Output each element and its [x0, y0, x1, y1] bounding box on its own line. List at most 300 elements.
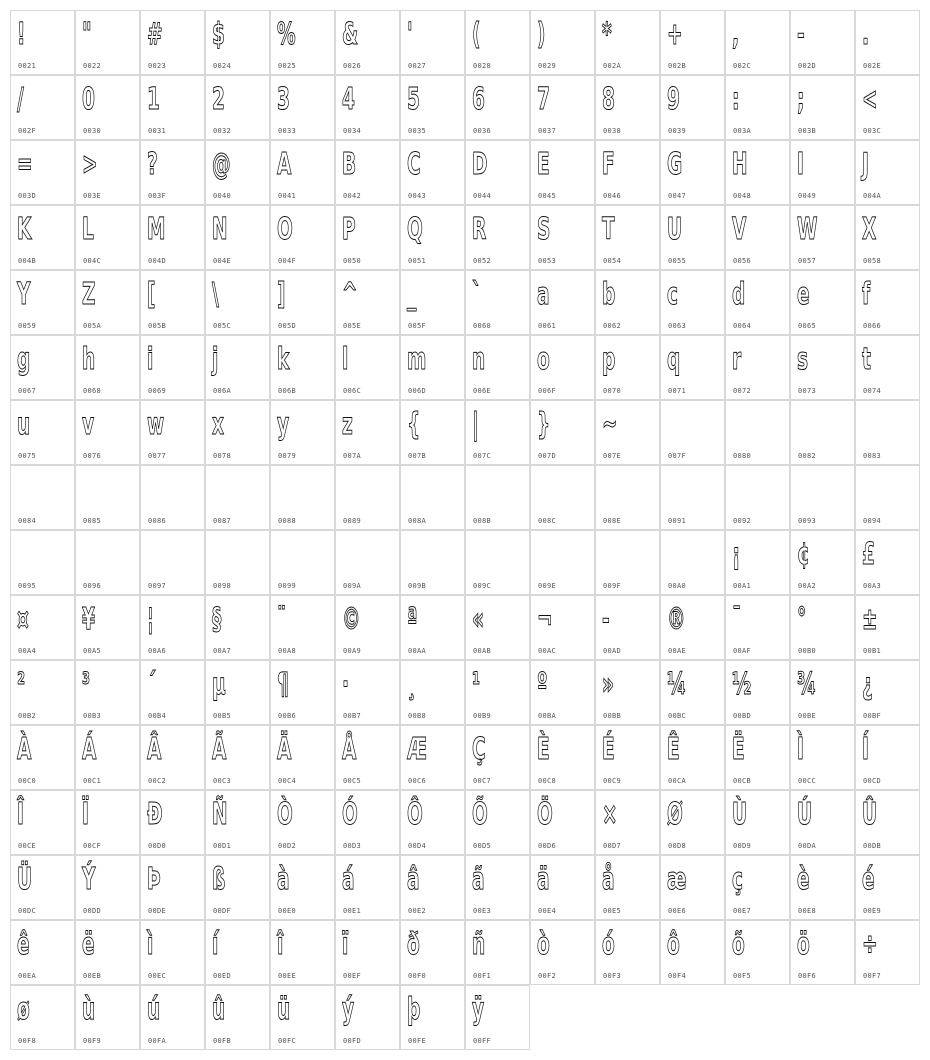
glyph-cell — [335, 660, 400, 725]
glyph-char: Ò — [277, 797, 293, 832]
glyph-codepoint: 00BB — [603, 712, 622, 720]
glyph-codepoint: 0063 — [668, 322, 687, 330]
glyph-char: ï — [342, 927, 349, 962]
glyph-char: § — [212, 602, 222, 637]
glyph-char: S — [537, 212, 551, 247]
glyph-char: M — [147, 212, 166, 247]
glyph-cell — [140, 855, 205, 920]
glyph-char: ó — [602, 927, 615, 962]
glyph-codepoint: 0092 — [733, 517, 752, 525]
glyph-char: n — [472, 342, 486, 377]
glyph-cell — [530, 855, 595, 920]
glyph-char: ¤ — [17, 602, 29, 637]
glyph-codepoint: 004F — [278, 257, 297, 265]
glyph-codepoint: 009F — [603, 582, 622, 590]
glyph-codepoint: 0078 — [213, 452, 232, 460]
glyph-cell — [10, 660, 75, 725]
glyph-cell — [530, 530, 595, 595]
glyph-cell — [725, 465, 790, 530]
glyph-cell — [75, 400, 140, 465]
glyph-cell — [205, 335, 270, 400]
glyph-char: 3 — [277, 82, 290, 117]
glyph-codepoint: 007E — [603, 452, 622, 460]
glyph-cell — [140, 595, 205, 660]
glyph-codepoint: 0077 — [148, 452, 167, 460]
glyph-codepoint: 0021 — [18, 62, 37, 70]
glyph-codepoint: 0057 — [798, 257, 817, 265]
glyph-char: G — [667, 147, 683, 182]
glyph-char: º — [537, 667, 548, 702]
glyph-codepoint: 0098 — [213, 582, 232, 590]
glyph-cell — [75, 465, 140, 530]
glyph-codepoint: 004A — [863, 192, 882, 200]
glyph-codepoint: 0086 — [148, 517, 167, 525]
glyph-cell — [855, 400, 920, 465]
glyph-cell — [140, 790, 205, 855]
glyph-cell — [270, 920, 335, 985]
glyph-cell — [725, 270, 790, 335]
glyph-codepoint: 00A9 — [343, 647, 362, 655]
glyph-char: 1 — [147, 82, 160, 117]
glyph-char: = — [17, 147, 33, 182]
glyph-codepoint: 003D — [18, 192, 37, 200]
glyph-codepoint: 00FC — [278, 1037, 297, 1045]
glyph-char: h — [82, 342, 96, 377]
glyph-codepoint: 0035 — [408, 127, 427, 135]
glyph-codepoint: 00E2 — [408, 907, 427, 915]
glyph-cell — [790, 140, 855, 205]
glyph-cell — [790, 595, 855, 660]
glyph-cell — [530, 660, 595, 725]
glyph-char: F — [602, 147, 615, 182]
glyph-char: ã — [472, 862, 485, 897]
glyph-char: ' — [407, 17, 413, 52]
glyph-cell — [10, 920, 75, 985]
glyph-cell — [75, 725, 140, 790]
glyph-codepoint: 005E — [343, 322, 362, 330]
glyph-char: a — [537, 277, 550, 312]
glyph-codepoint: 0050 — [343, 257, 362, 265]
glyph-char: ÷ — [862, 927, 878, 962]
glyph-codepoint: 00D8 — [668, 842, 687, 850]
glyph-cell — [10, 140, 75, 205]
glyph-codepoint: 00C4 — [278, 777, 297, 785]
glyph-cell — [660, 725, 725, 790]
glyph-codepoint: 00D7 — [603, 842, 622, 850]
glyph-char: _ — [407, 277, 417, 312]
glyph-cell — [595, 465, 660, 530]
glyph-cell — [855, 660, 920, 725]
glyph-char: ß — [212, 862, 226, 897]
glyph-cell — [855, 595, 920, 660]
glyph-char: Ç — [472, 732, 486, 767]
glyph-codepoint: 0029 — [538, 62, 557, 70]
glyph-char: î — [277, 927, 284, 962]
glyph-codepoint: 0074 — [863, 387, 882, 395]
glyph-codepoint: 0087 — [213, 517, 232, 525]
glyph-cell — [270, 595, 335, 660]
glyph-codepoint: 00F3 — [603, 972, 622, 980]
glyph-cell — [335, 10, 400, 75]
glyph-char: } — [537, 407, 551, 442]
glyph-codepoint: 0082 — [798, 452, 817, 460]
glyph-char: < — [862, 82, 878, 117]
glyph-codepoint: 0099 — [278, 582, 297, 590]
glyph-cell — [205, 530, 270, 595]
glyph-char: H — [732, 147, 748, 182]
glyph-cell — [790, 660, 855, 725]
glyph-codepoint: 0089 — [343, 517, 362, 525]
glyph-cell — [10, 725, 75, 790]
glyph-codepoint: 0091 — [668, 517, 687, 525]
glyph-codepoint: 00C6 — [408, 777, 427, 785]
glyph-cell — [725, 140, 790, 205]
glyph-codepoint: 00BA — [538, 712, 557, 720]
glyph-codepoint: 005F — [408, 322, 427, 330]
glyph-codepoint: 0066 — [863, 322, 882, 330]
glyph-codepoint: 0027 — [408, 62, 427, 70]
glyph-char: A — [277, 147, 292, 182]
glyph-char: ñ — [472, 927, 486, 962]
glyph-char: 4 — [342, 82, 355, 117]
glyph-codepoint: 0097 — [148, 582, 167, 590]
glyph-cell — [400, 400, 465, 465]
glyph-cell — [725, 920, 790, 985]
glyph-char: d — [732, 277, 746, 312]
glyph-char: Î — [17, 797, 24, 832]
glyph-char: ; — [797, 82, 805, 117]
glyph-cell — [790, 790, 855, 855]
glyph-codepoint: 0069 — [148, 387, 167, 395]
glyph-codepoint: 00B0 — [798, 647, 817, 655]
glyph-cell — [75, 205, 140, 270]
glyph-cell — [530, 595, 595, 660]
glyph-codepoint: 0096 — [83, 582, 102, 590]
glyph-cell — [855, 530, 920, 595]
glyph-char: p — [602, 342, 616, 377]
glyph-char: µ — [212, 667, 226, 702]
glyph-codepoint: 0088 — [278, 517, 297, 525]
glyph-char: ± — [862, 602, 878, 637]
glyph-codepoint: 007C — [473, 452, 492, 460]
glyph-codepoint: 0054 — [603, 257, 622, 265]
glyph-cell — [595, 855, 660, 920]
glyph-codepoint: 00A0 — [668, 582, 687, 590]
glyph-char: ( — [472, 17, 481, 52]
glyph-cell — [660, 660, 725, 725]
glyph-codepoint: 00B8 — [408, 712, 427, 720]
glyph-codepoint: 00D9 — [733, 842, 752, 850]
glyph-char: X — [862, 212, 877, 247]
glyph-char: þ — [407, 992, 421, 1027]
glyph-codepoint: 00A5 — [83, 647, 102, 655]
glyph-cell — [140, 140, 205, 205]
glyph-cell — [335, 920, 400, 985]
glyph-codepoint: 0072 — [733, 387, 752, 395]
glyph-codepoint: 0067 — [18, 387, 37, 395]
glyph-codepoint: 0085 — [83, 517, 102, 525]
glyph-codepoint: 00F1 — [473, 972, 492, 980]
glyph-char: ½ — [732, 667, 752, 702]
glyph-cell — [855, 920, 920, 985]
glyph-codepoint: 00D4 — [408, 842, 427, 850]
glyph-cell — [270, 855, 335, 920]
glyph-codepoint: 0043 — [408, 192, 427, 200]
glyph-codepoint: 0076 — [83, 452, 102, 460]
glyph-cell — [10, 75, 75, 140]
glyph-cell — [400, 75, 465, 140]
glyph-char: Õ — [472, 797, 488, 832]
glyph-codepoint: 0038 — [603, 127, 622, 135]
glyph-cell — [400, 10, 465, 75]
glyph-codepoint: 00D6 — [538, 842, 557, 850]
glyph-codepoint: 00E1 — [343, 907, 362, 915]
glyph-codepoint: 00FD — [343, 1037, 362, 1045]
glyph-char: ¯ — [732, 602, 742, 637]
glyph-char: " — [82, 17, 92, 52]
glyph-char: ì — [147, 927, 154, 962]
glyph-char: Í — [862, 732, 869, 767]
glyph-char: » — [602, 667, 615, 702]
glyph-codepoint: 00D3 — [343, 842, 362, 850]
glyph-codepoint: 00F4 — [668, 972, 687, 980]
glyph-codepoint: 003C — [863, 127, 882, 135]
glyph-codepoint: 0084 — [18, 517, 37, 525]
glyph-codepoint: 00C9 — [603, 777, 622, 785]
glyph-cell — [335, 790, 400, 855]
glyph-cell — [10, 270, 75, 335]
glyph-cell — [725, 10, 790, 75]
glyph-char: Ã — [212, 732, 227, 767]
glyph-cell — [205, 660, 270, 725]
glyph-char: æ — [667, 862, 687, 897]
glyph-char: ] — [277, 277, 286, 312]
glyph-codepoint: 004E — [213, 257, 232, 265]
glyph-cell — [530, 335, 595, 400]
glyph-cell — [855, 790, 920, 855]
glyph-codepoint: 00C8 — [538, 777, 557, 785]
glyph-cell — [270, 140, 335, 205]
glyph-cell — [75, 140, 140, 205]
glyph-cell — [335, 985, 400, 1050]
glyph-cell — [400, 270, 465, 335]
glyph-cell — [270, 725, 335, 790]
glyph-cell — [270, 530, 335, 595]
glyph-codepoint: 005C — [213, 322, 232, 330]
glyph-cell — [595, 920, 660, 985]
glyph-codepoint: 00C1 — [83, 777, 102, 785]
glyph-codepoint: 00E6 — [668, 907, 687, 915]
glyph-cell — [205, 400, 270, 465]
glyph-char: C — [407, 147, 421, 182]
glyph-cell — [855, 465, 920, 530]
glyph-codepoint: 0052 — [473, 257, 492, 265]
glyph-codepoint: 00B3 — [83, 712, 102, 720]
glyph-char: ò — [537, 927, 550, 962]
glyph-cell — [595, 725, 660, 790]
glyph-codepoint: 00AC — [538, 647, 557, 655]
glyph-cell — [465, 75, 530, 140]
glyph-codepoint: 003A — [733, 127, 752, 135]
glyph-char: Û — [862, 797, 878, 832]
glyph-cell — [75, 790, 140, 855]
glyph-codepoint: 0095 — [18, 582, 37, 590]
glyph-char: ¹ — [472, 667, 481, 702]
glyph-char: e — [797, 277, 810, 312]
glyph-codepoint: 00E3 — [473, 907, 492, 915]
glyph-char: ~ — [602, 407, 618, 442]
glyph-cell — [335, 205, 400, 270]
glyph-grid — [10, 10, 920, 1050]
glyph-cell — [660, 790, 725, 855]
glyph-char: * — [602, 17, 612, 52]
glyph-cell — [335, 400, 400, 465]
glyph-char: { — [407, 407, 421, 442]
glyph-codepoint: 005D — [278, 322, 297, 330]
glyph-codepoint: 002C — [733, 62, 752, 70]
glyph-codepoint: 00FA — [148, 1037, 167, 1045]
glyph-char: w — [147, 407, 165, 442]
glyph-char: r — [732, 342, 742, 377]
glyph-char: ÿ — [472, 992, 485, 1027]
glyph-char: ¦ — [147, 602, 154, 637]
glyph-cell — [75, 985, 140, 1050]
glyph-cell — [595, 205, 660, 270]
glyph-codepoint: 006F — [538, 387, 557, 395]
glyph-codepoint: 00AB — [473, 647, 492, 655]
glyph-cell — [465, 140, 530, 205]
glyph-cell — [530, 140, 595, 205]
glyph-codepoint: 00B5 — [213, 712, 232, 720]
glyph-char: Æ — [407, 732, 428, 767]
glyph-codepoint: 0039 — [668, 127, 687, 135]
glyph-char: t — [862, 342, 871, 377]
glyph-codepoint: 00BC — [668, 712, 687, 720]
glyph-cell — [530, 400, 595, 465]
glyph-char: · — [342, 667, 350, 702]
glyph-cell — [790, 725, 855, 790]
glyph-codepoint: 008B — [473, 517, 492, 525]
glyph-codepoint: 0030 — [83, 127, 102, 135]
glyph-codepoint: 0026 — [343, 62, 362, 70]
glyph-cell — [725, 725, 790, 790]
glyph-char: ê — [17, 927, 30, 962]
glyph-cell — [725, 530, 790, 595]
glyph-char: ³ — [82, 667, 91, 702]
glyph-codepoint: 0071 — [668, 387, 687, 395]
glyph-codepoint: 0065 — [798, 322, 817, 330]
glyph-cell — [10, 855, 75, 920]
glyph-cell — [595, 400, 660, 465]
glyph-codepoint: 00D2 — [278, 842, 297, 850]
glyph-char: ¡ — [732, 537, 741, 572]
glyph-codepoint: 0093 — [798, 517, 817, 525]
glyph-cell — [855, 725, 920, 790]
glyph-cell — [75, 855, 140, 920]
glyph-cell — [205, 985, 270, 1050]
glyph-cell — [660, 465, 725, 530]
glyph-cell — [790, 335, 855, 400]
glyph-cell — [140, 985, 205, 1050]
glyph-codepoint: 0073 — [798, 387, 817, 395]
glyph-cell — [140, 725, 205, 790]
glyph-codepoint: 00CE — [18, 842, 37, 850]
glyph-cell — [660, 920, 725, 985]
glyph-cell — [75, 530, 140, 595]
glyph-cell — [660, 855, 725, 920]
glyph-char: ç — [732, 862, 744, 897]
glyph-char: ? — [147, 147, 158, 182]
glyph-cell — [205, 920, 270, 985]
glyph-char: g — [17, 342, 31, 377]
glyph-char: 7 — [537, 82, 550, 117]
glyph-cell — [335, 725, 400, 790]
glyph-codepoint: 00F5 — [733, 972, 752, 980]
glyph-char: L — [82, 212, 94, 247]
glyph-char: q — [667, 342, 681, 377]
glyph-codepoint: 00D5 — [473, 842, 492, 850]
glyph-codepoint: 00AF — [733, 647, 752, 655]
glyph-cell — [530, 465, 595, 530]
glyph-char: ` — [472, 277, 482, 312]
glyph-codepoint: 00CC — [798, 777, 817, 785]
glyph-char: â — [407, 862, 420, 897]
glyph-char: c — [667, 277, 679, 312]
glyph-cell — [595, 595, 660, 660]
glyph-char: - — [602, 602, 610, 637]
glyph-cell — [790, 400, 855, 465]
glyph-codepoint: 00AA — [408, 647, 427, 655]
glyph-char: u — [17, 407, 31, 442]
glyph-char: k — [277, 342, 290, 377]
glyph-codepoint: 00DB — [863, 842, 882, 850]
glyph-char: ! — [17, 17, 26, 52]
glyph-cell — [790, 75, 855, 140]
glyph-char: 6 — [472, 82, 485, 117]
glyph-char: ¬ — [537, 602, 553, 637]
glyph-cell — [465, 10, 530, 75]
glyph-codepoint: 004C — [83, 257, 102, 265]
glyph-char: Ý — [82, 862, 96, 897]
glyph-codepoint: 009E — [538, 582, 557, 590]
glyph-cell — [270, 205, 335, 270]
glyph-cell — [595, 660, 660, 725]
glyph-codepoint: 00F2 — [538, 972, 557, 980]
glyph-char: K — [17, 212, 32, 247]
glyph-codepoint: 00B4 — [148, 712, 167, 720]
glyph-codepoint: 00FF — [473, 1037, 492, 1045]
glyph-codepoint: 00A1 — [733, 582, 752, 590]
glyph-char: Â — [147, 732, 162, 767]
glyph-cell — [790, 855, 855, 920]
glyph-cell — [595, 10, 660, 75]
glyph-char: Ñ — [212, 797, 228, 832]
glyph-codepoint: 00C7 — [473, 777, 492, 785]
glyph-cell — [205, 10, 270, 75]
glyph-cell — [400, 595, 465, 660]
glyph-cell — [660, 335, 725, 400]
glyph-cell — [855, 75, 920, 140]
glyph-cell — [75, 595, 140, 660]
glyph-codepoint: 002A — [603, 62, 622, 70]
glyph-char: ä — [537, 862, 550, 897]
glyph-char: à — [277, 862, 290, 897]
glyph-codepoint: 00A7 — [213, 647, 232, 655]
glyph-cell — [465, 465, 530, 530]
glyph-codepoint: 0036 — [473, 127, 492, 135]
glyph-char: Ú — [797, 797, 813, 832]
glyph-codepoint: 005A — [83, 322, 102, 330]
